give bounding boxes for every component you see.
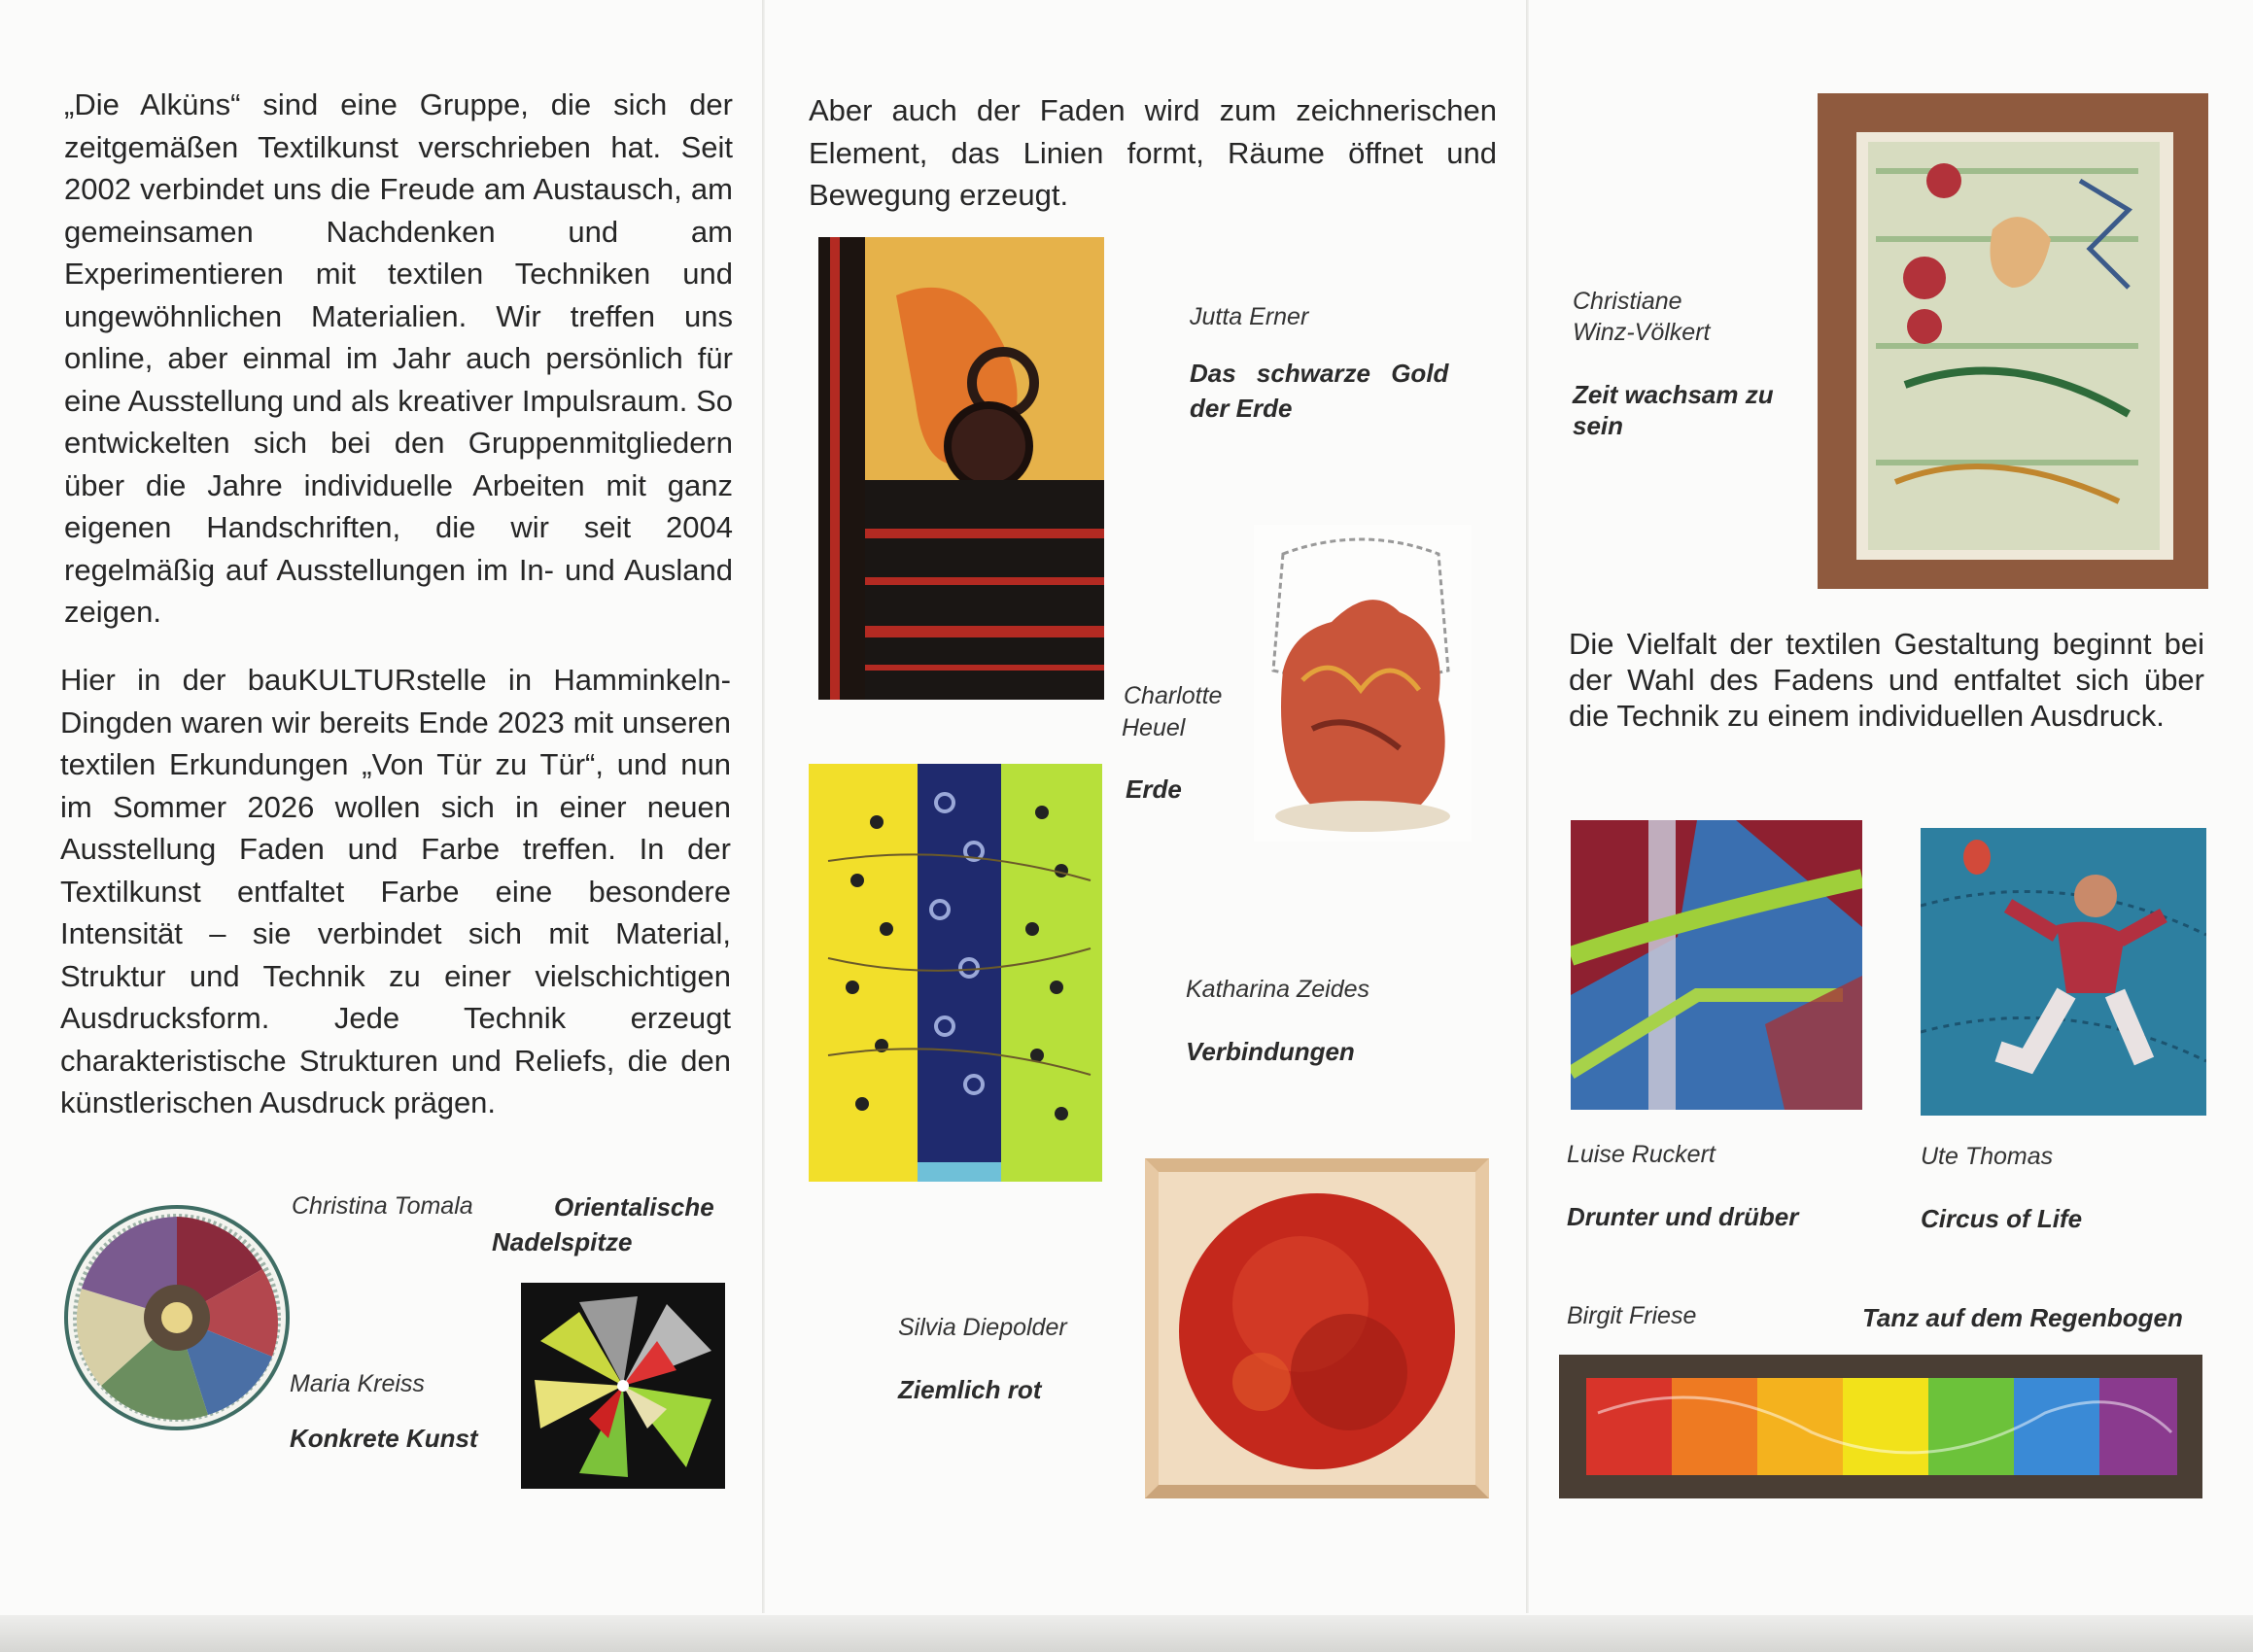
artist-charlotte-heuel-line1: Charlotte <box>1124 682 1223 709</box>
artist-ute-thomas: Ute Thomas <box>1921 1143 2054 1170</box>
title-drunter-und-drueber: Drunter und drüber <box>1567 1202 1799 1231</box>
title-das-schwarze-gold-line1: Das schwarze Gold <box>1190 359 1449 388</box>
artwork-drunter-und-drueber <box>1571 820 1862 1110</box>
artwork-das-schwarze-gold <box>818 237 1104 700</box>
title-konkrete-kunst: Konkrete Kunst <box>290 1424 478 1453</box>
title-orientalische-line2: Nadelspitze <box>492 1227 633 1256</box>
title-verbindungen: Verbindungen <box>1186 1037 1355 1066</box>
intro-paragraph: „Die Alküns“ sind eine Gruppe, die sich der zeitgemäßen Textilkunst verschrieben hat. Seit 2002 verbindet uns die Freude am Austausch, am gemeinsamen Nachdenken und am Experimentieren mit textilen Techniken und ungewöhnlichen Materialien. Wir treffen uns online, aber einmal im Jahr auch persönlich für eine Ausstellung und als kreativer Impulsraum. So entwickelten sich bei den Gruppenmitgliedern über die Jahre individuelle Arbeiten mit ganz eigenen Handschriften, die wir seit 2004 regelmäßig auf Ausstellungen im In- und Ausland zeigen. <box>64 87 733 629</box>
artwork-orientalische-nadelspitze <box>62 1201 292 1434</box>
artist-christiane-winz-voelkert-line2: Winz-Völkert <box>1573 319 1711 346</box>
artist-jutta-erner: Jutta Erner <box>1190 303 1309 330</box>
artist-christiane-winz-voelkert-line1: Christiane <box>1573 288 1682 315</box>
title-zeit-wachsam-line1: Zeit wachsam zu <box>1573 380 1774 409</box>
artist-birgit-friese: Birgit Friese <box>1567 1302 1697 1329</box>
fold-line-left <box>762 0 765 1613</box>
artist-christina-tomala: Christina Tomala <box>292 1192 473 1220</box>
scan-bottom-edge <box>0 1615 2253 1652</box>
title-circus-of-life: Circus of Life <box>1921 1204 2083 1233</box>
artwork-konkrete-kunst <box>521 1283 725 1489</box>
artwork-tanz-auf-dem-regenbogen <box>1559 1355 2202 1498</box>
artwork-verbindungen <box>809 764 1102 1182</box>
artwork-erde <box>1254 525 1472 842</box>
fold-line-right <box>1526 0 1529 1613</box>
title-orientalische-line1: Orientalische <box>554 1192 714 1222</box>
artist-katharina-zeides: Katharina Zeides <box>1186 976 1370 1003</box>
artist-silvia-diepolder: Silvia Diepolder <box>898 1314 1067 1341</box>
title-zeit-wachsam-line2: sein <box>1573 411 1624 440</box>
title-das-schwarze-gold-line2: der Erde <box>1190 394 1293 423</box>
variety-paragraph: Die Vielfalt der textilen Gestaltung beginnt bei der Wahl des Fadens und entfaltet sich über die Technik zu einem individuellen Ausdruck. <box>1569 627 2204 733</box>
artist-luise-ruckert: Luise Ruckert <box>1567 1141 1716 1168</box>
exhibition-paragraph: Hier in der bauKULTURstelle in Hamminkeln-Dingden waren wir bereits Ende 2023 mit unseren textilen Erkundungen „Von Tür zu Tür“, und nun im Sommer 2026 wollen sich in einer neuen Ausstellung Faden und Farbe treffen. In der Textilkunst entfaltet Farbe eine besondere Intensität – sie verbindet sich mit Material, Struktur und Technik zu einer vielschichtigen Ausdrucksform. Jede Technik erzeugt charakteristische Strukturen und Reliefs, die den künstlerischen Ausdruck prägen. <box>60 663 731 1119</box>
title-erde: Erde <box>1126 774 1182 804</box>
artist-charlotte-heuel-line2: Heuel <box>1122 714 1186 741</box>
artist-maria-kreiss: Maria Kreiss <box>290 1370 425 1397</box>
thread-paragraph: Aber auch der Faden wird zum zeichnerischen Element, das Linien formt, Räume öffnet und Bewegung erzeugt. <box>809 93 1497 212</box>
title-tanz-auf-dem-regenbogen: Tanz auf dem Regenbogen <box>1862 1303 2183 1332</box>
artwork-zeit-wachsam <box>1818 93 2208 589</box>
title-ziemlich-rot: Ziemlich rot <box>898 1375 1042 1404</box>
artwork-circus-of-life <box>1921 828 2206 1116</box>
artwork-ziemlich-rot <box>1145 1158 1489 1498</box>
